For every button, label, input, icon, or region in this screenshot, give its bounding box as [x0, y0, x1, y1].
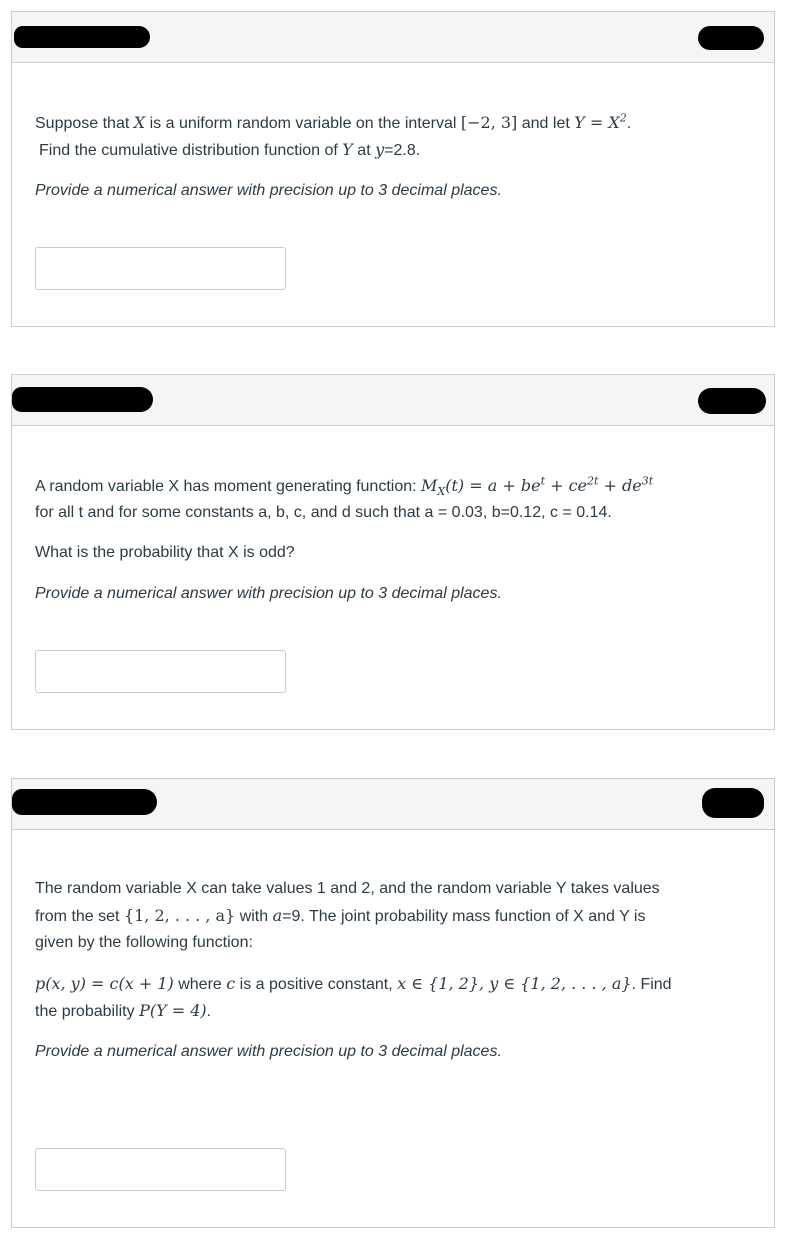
answer-input-1[interactable] — [35, 247, 286, 290]
redacted-title — [14, 26, 150, 48]
question-text-line — [35, 472, 653, 500]
text: + de — [598, 476, 642, 495]
question-header-1 — [12, 12, 774, 63]
text: the probability — [35, 1003, 135, 1020]
text: = a + be — [469, 476, 541, 495]
text: is a positive constant, — [239, 976, 393, 993]
text: M — [421, 476, 438, 495]
math-probability: P(Y = 4) — [139, 1001, 207, 1020]
text: is a uniform random variable on the interval — [149, 115, 457, 132]
math-domain: x ∈ {1, 2}, y ∈ {1, 2, . . . , a} — [397, 974, 632, 993]
math-set: {1, 2, . . . , a} — [123, 906, 236, 925]
question-text-line: The random variable X can take values 1 and 2, and the random variable Y takes values — [35, 880, 660, 897]
redacted-points — [698, 26, 764, 50]
text: and let — [521, 115, 570, 132]
instruction-text: Provide a numerical answer with precision up to 3 decimal places. — [35, 585, 502, 602]
question-text-line: for all t and for some constants a, b, c, and d such that a = 0.03, b=0.12, c = 0.14. — [35, 504, 612, 521]
question-header-3 — [12, 779, 774, 830]
text: + ce — [545, 476, 588, 495]
question-text-line: What is the probability that X is odd? — [35, 544, 295, 561]
math-x: X — [133, 113, 146, 132]
math-pmf: p(x, y) = c(x + 1) — [35, 974, 174, 993]
exponent: 3t — [641, 474, 654, 488]
math-y: y — [375, 140, 385, 159]
text: with — [239, 908, 269, 925]
text: at — [357, 142, 371, 159]
instruction-text: Provide a numerical answer with precision up to 3 decimal places. — [35, 1043, 502, 1060]
subscript: X — [437, 485, 446, 499]
text: =2.8. — [384, 142, 421, 159]
exponent: 2t — [587, 474, 599, 488]
redacted-points — [698, 388, 766, 414]
text: =9. The joint probability mass function of X and Y is — [282, 908, 646, 925]
question-header-2 — [12, 375, 774, 426]
text: where — [178, 976, 222, 993]
redacted-points — [702, 788, 764, 818]
text: . — [626, 115, 632, 132]
math-c: c — [226, 974, 236, 993]
question-card-2 — [11, 374, 775, 730]
text: from the set — [35, 908, 120, 925]
text: . — [206, 1003, 212, 1020]
question-card-1 — [11, 11, 775, 327]
text: Y = X — [574, 113, 620, 132]
question-text-line — [35, 902, 645, 930]
math-mgf — [421, 474, 654, 499]
question-text-line: given by the following function: — [35, 934, 253, 951]
exponent: 2 — [619, 111, 627, 125]
math-a: a — [272, 906, 283, 925]
question-text-line — [39, 136, 420, 164]
exponent: t — [540, 474, 546, 488]
question-text-line — [35, 997, 211, 1025]
text: (t) — [445, 476, 465, 495]
math-interval: [−2, 3] — [460, 113, 518, 132]
answer-input-3[interactable] — [35, 1148, 286, 1191]
question-text-line — [35, 970, 672, 998]
answer-input-2[interactable] — [35, 650, 286, 693]
text: A random variable X has moment generating function: — [35, 478, 417, 495]
text: Find the cumulative distribution function of — [39, 142, 338, 159]
text: . Find — [631, 976, 672, 993]
math-y: Y — [342, 140, 353, 159]
question-card-3 — [11, 778, 775, 1228]
redacted-title — [12, 387, 153, 412]
question-text-line — [35, 109, 631, 137]
math-y-def — [574, 113, 627, 132]
instruction-text: Provide a numerical answer with precision up to 3 decimal places. — [35, 182, 502, 199]
redacted-title — [12, 789, 157, 815]
text: Suppose that — [35, 115, 130, 132]
